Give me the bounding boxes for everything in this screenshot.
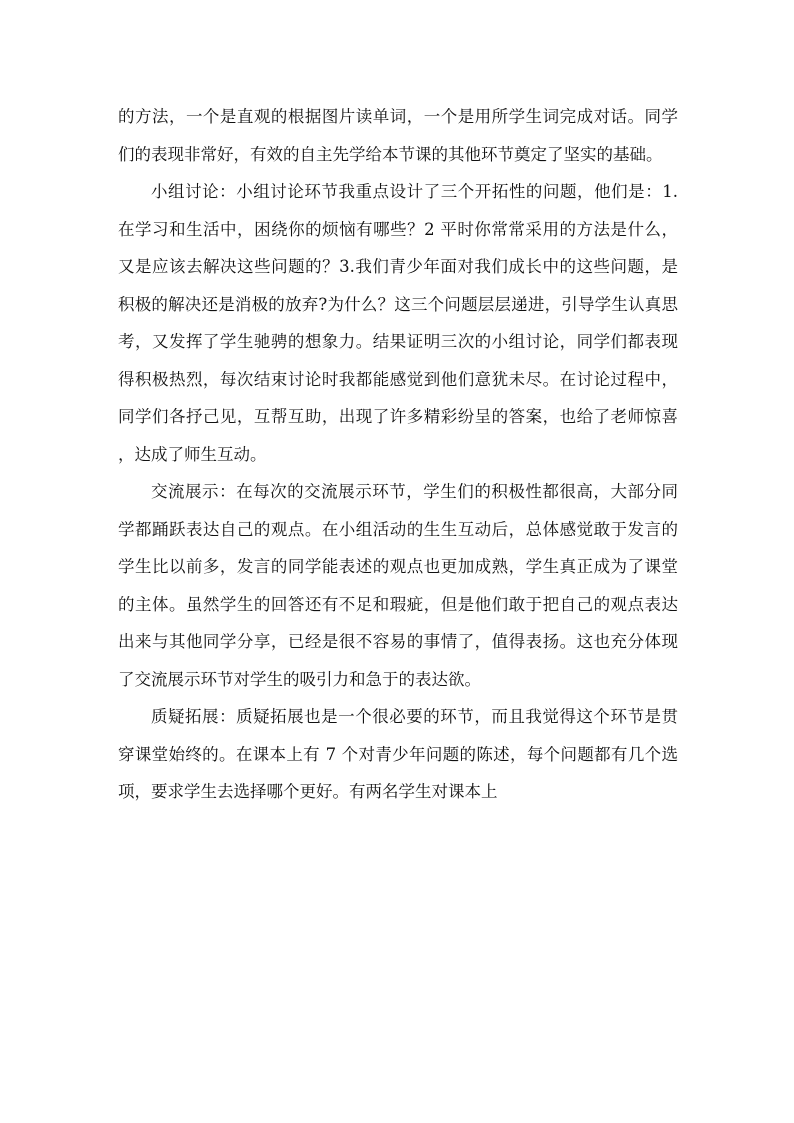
document-body [118,98,678,811]
paragraph-exchange-display: 交流展示：在每次的交流展示环节，学生们的积极性都很高，大部分同学都踊跃表达自己的观点。在小组活动的生生互动后，总体感觉敢于发言的学生比以前多，发言的同学能表述的观点也更加成熟，学生真正成为了课堂的主体。虽然学生的回答还有不足和瑕疵，但是他们敢于把自己的观点表达出来与其他同学分享，已经是很不容易的事情了，值得表扬。这也充分体现了交流展示环节对学生的吸引力和急于的表达欲。 [118,482,678,689]
paragraph-group-discussion: 小组讨论：小组讨论环节我重点设计了三个开拓性的问题，他们是：1.在学习和生活中，困绕你的烦恼有哪些？2 平时你常常采用的方法是什么，又是应该去解决这些问题的？3.我们青少年面对我们成长中的这些问题，是积极的解决还是消极的放弃?为什么？这三个问题层层递进，引导学生认真思考，又发挥了学生驰骋的想象力。结果证明三次的小组讨论，同学们都表现得积极热烈，每次结束讨论时我都能感觉到他们意犹未尽。在讨论过程中，同学们各抒己见，互帮互助，出现了许多精彩纷呈的答案，也给了老师惊喜，达成了师生互动。 [118,182,678,464]
paragraph-continuation: 的方法，一个是直观的根据图片读单词，一个是用所学生词完成对话。同学们的表现非常好，有效的自主先学给本节课的其他环节奠定了坚实的基础。 [118,107,678,164]
paragraph-question-extension: 质疑拓展：质疑拓展也是一个很必要的环节，而且我觉得这个环节是贯穿课堂始终的。在课本上有 7 个对青少年问题的陈述，每个问题都有几个选项，要求学生去选择哪个更好。有两名学生对课本上 [118,707,678,801]
